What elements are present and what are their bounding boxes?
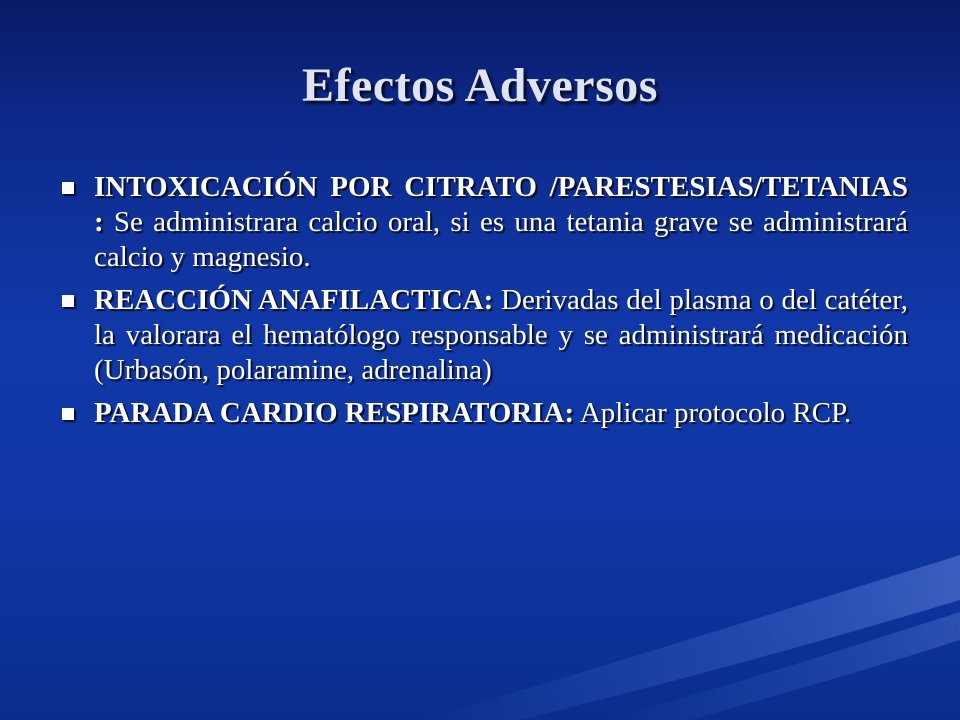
bullet-item-cardiac-arrest xyxy=(60,396,908,431)
slide-title: Efectos Adversos xyxy=(302,59,658,112)
square-bullet-icon xyxy=(62,182,74,194)
bullet-term: INTOXICACIÓN POR CITRATO /PARESTESIAS/TETANIAS : xyxy=(94,171,908,238)
slide-content xyxy=(60,170,908,439)
bullet-list xyxy=(60,170,908,431)
bullet-text: Se administrara calcio oral, si es una tetania grave se administrará calcio y magnesio. xyxy=(94,206,909,273)
bullet-item-citrate xyxy=(60,170,908,275)
bullet-text: Derivadas del plasma o del catéter, la valorara el hematólogo responsable y se administrará medicación (Urbasón, polaramine, adrenalina) xyxy=(94,284,909,386)
square-bullet-icon xyxy=(62,408,74,420)
bullet-term: REACCIÓN ANAFILACTICA: xyxy=(94,284,494,316)
bullet-term: PARADA CARDIO RESPIRATORIA: xyxy=(94,397,575,429)
square-bullet-icon xyxy=(62,295,74,307)
bullet-text: Aplicar protocolo RCP. xyxy=(579,397,852,429)
bullet-item-anaphylaxis xyxy=(60,283,908,388)
